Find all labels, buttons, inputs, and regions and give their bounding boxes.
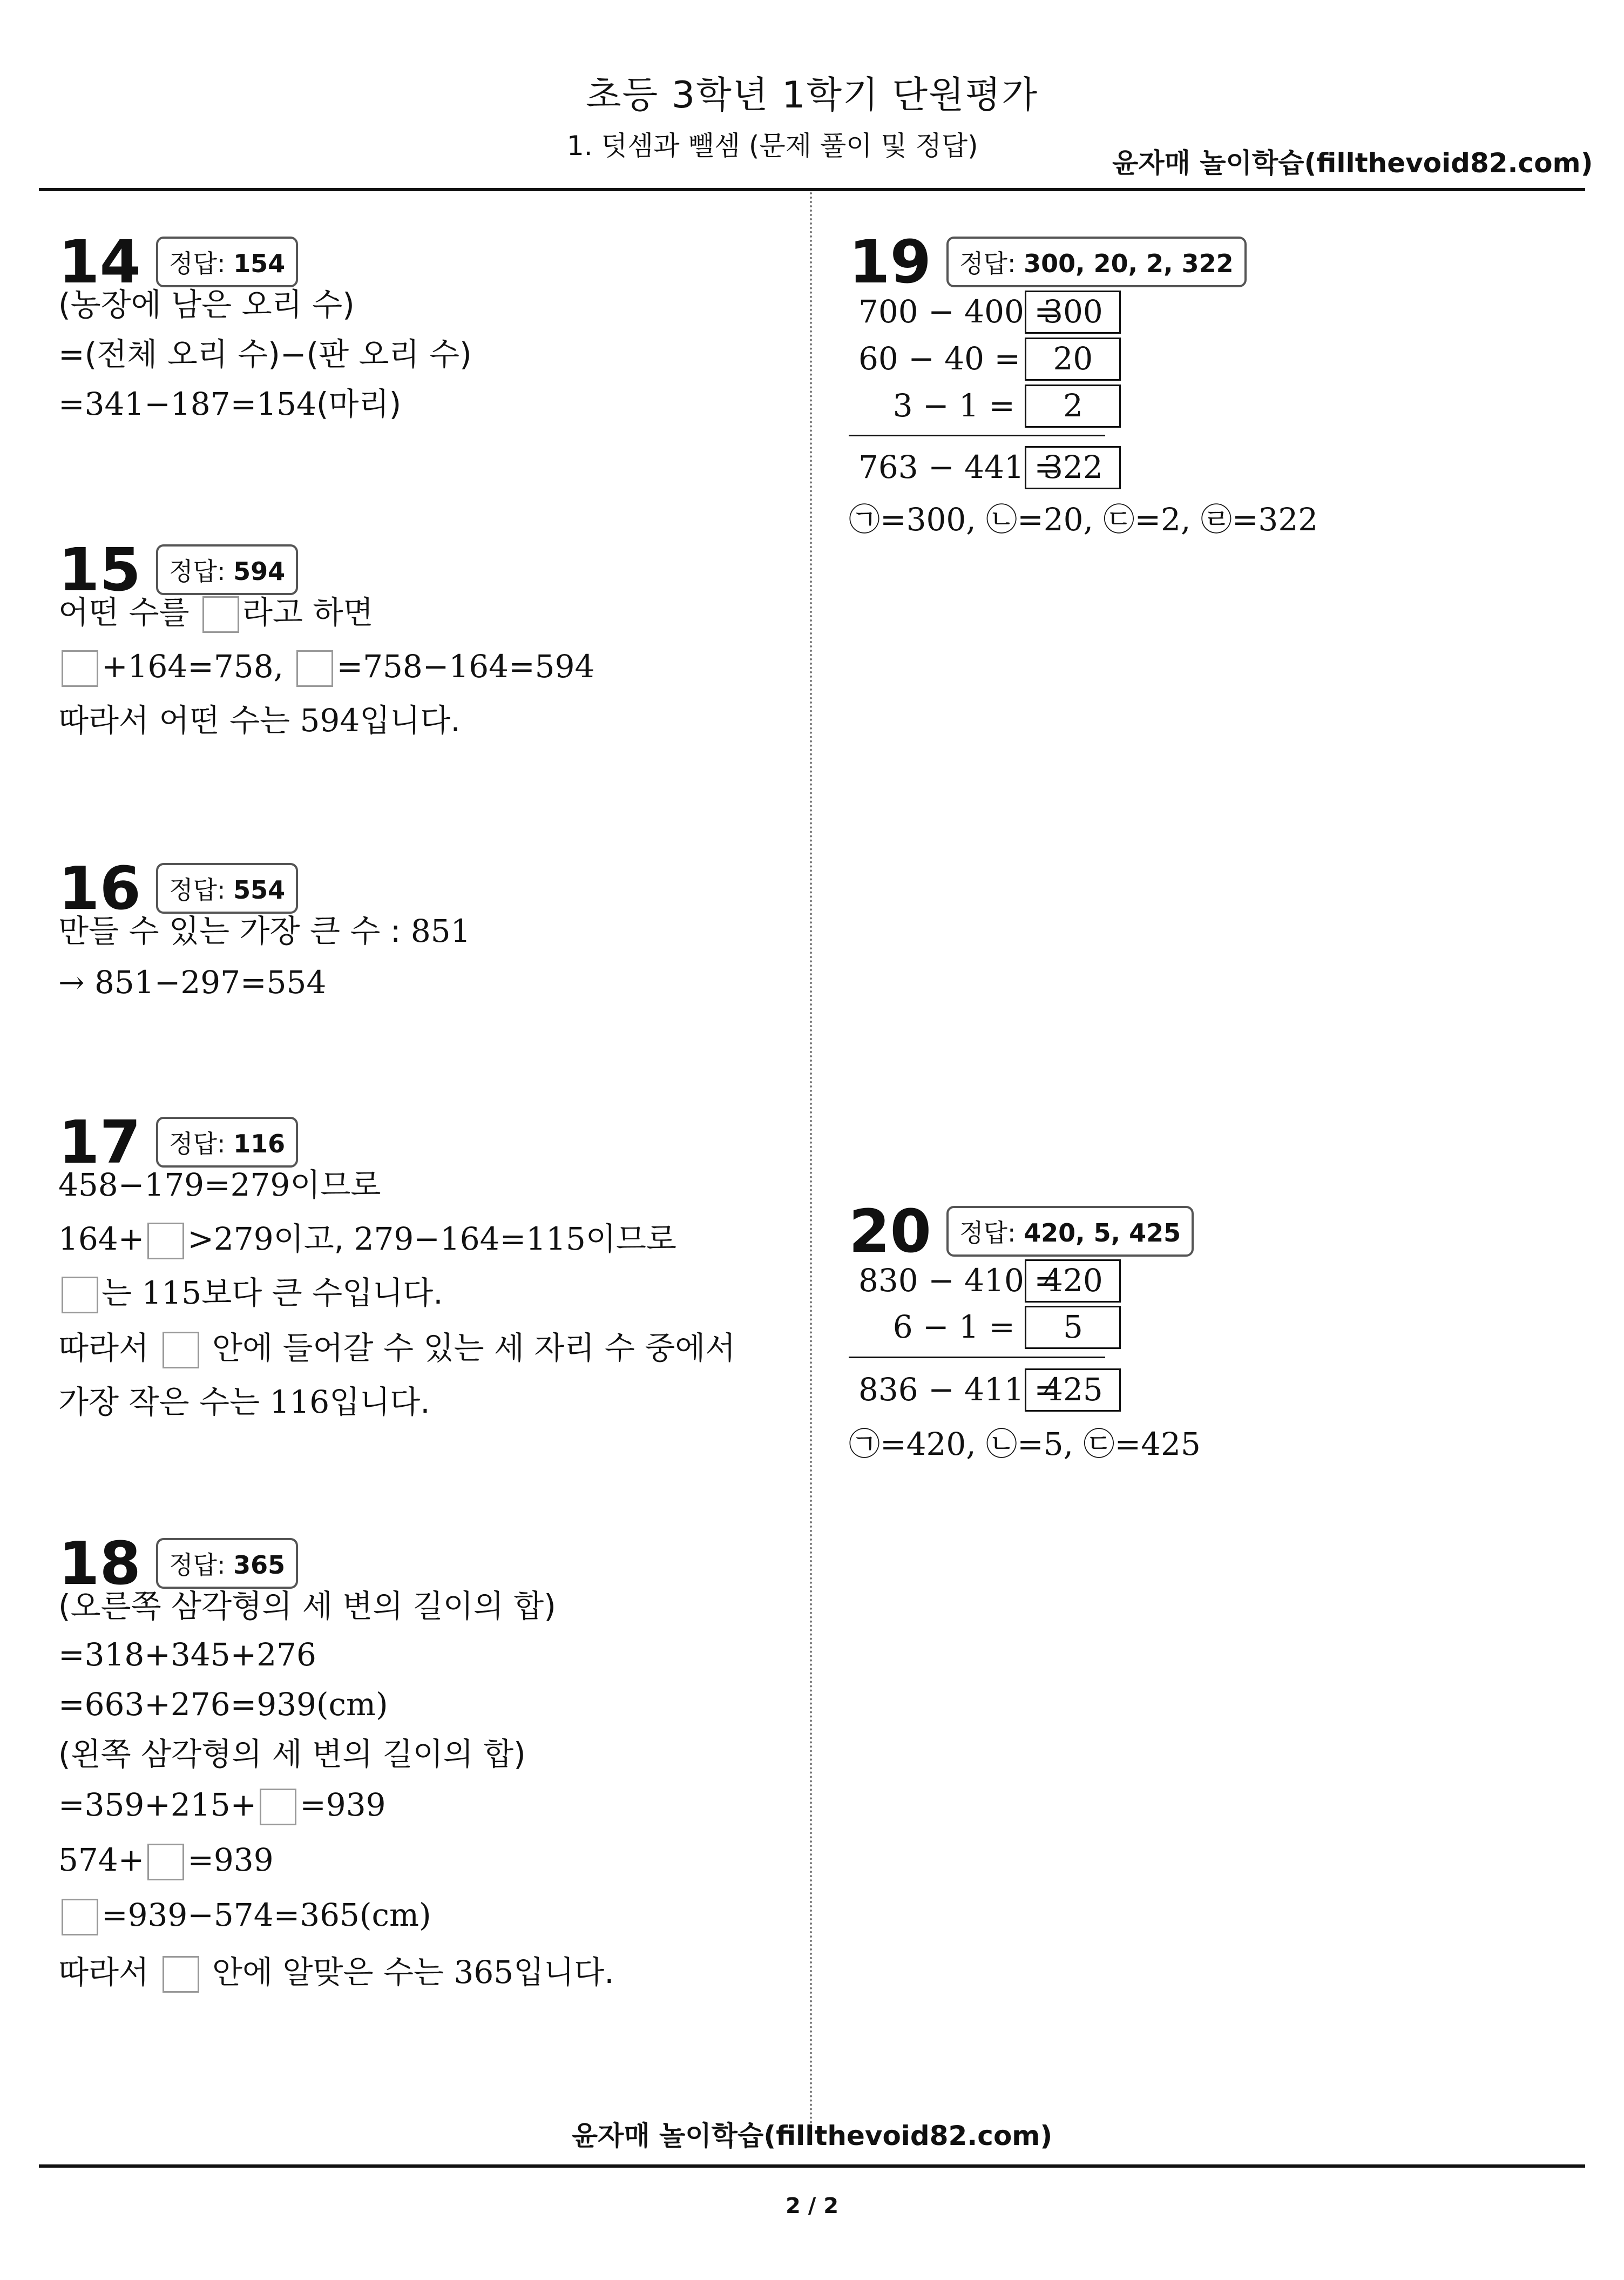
value-box: 300 [1025,291,1121,334]
solution-line: 164+ >279이고, 279−164=115이므로 [58,1220,676,1259]
answer-badge: 정답: 116 [156,1117,298,1168]
answer-badge: 정답: 420, 5, 425 [946,1206,1194,1257]
problem-number: 16 [58,854,141,923]
brand-footer: 윤자매 놀이학습(fillthevoid82.com) [571,2120,1053,2151]
value-box: 2 [1025,385,1121,428]
solution-line: =359+215+ =939 [58,1786,386,1825]
answer-badge: 정답: 300, 20, 2, 322 [946,237,1247,287]
blank-box [202,596,239,633]
column-divider [810,192,812,2147]
problem-16-header [58,854,298,923]
calc-row: 6 − 1 = 5 [858,1306,1121,1349]
solution-line: 따라서 안에 들어갈 수 있는 세 자리 수 중에서 [58,1330,735,1368]
problem-14-header [58,227,298,296]
problem-number: 18 [58,1529,141,1598]
value-box: 5 [1025,1306,1121,1349]
solution-line: (오른쪽 삼각형의 세 변의 길이의 합) [58,1588,556,1624]
problem-number: 19 [849,227,932,296]
problem-15-header [58,535,298,604]
solution-line: 가장 작은 수는 116입니다. [58,1384,430,1420]
answer-badge: 정답: 154 [156,237,298,287]
problem-20-header [849,1197,1194,1266]
blank-box [147,1844,184,1880]
calc-row: 3 − 1 = 2 [858,385,1121,428]
calc-row: 60 − 40 = 20 [858,338,1121,381]
blank-box [62,650,98,687]
problem-number: 14 [58,227,141,296]
calc-row: 763 − 441 = 322 [858,446,1121,489]
solution-line: =(전체 오리 수)−(판 오리 수) [58,336,472,373]
solution-line: (농장에 남은 오리 수) [58,286,355,323]
solution-line: 574+ =939 [58,1841,274,1880]
solution-line: =341−187=154(마리) [58,386,402,422]
page-subtitle: 1. 덧셈과 뺄셈 (문제 풀이 및 정답) [567,130,978,161]
page-number: 2 / 2 [785,2194,839,2218]
answer-badge: 정답: 365 [156,1538,298,1589]
solution-line: 만들 수 있는 가장 큰 수 : 851 [58,913,471,949]
solution-line: +164=758, =758−164=594 [58,648,594,687]
blank-box [62,1277,98,1313]
blank-box [296,650,333,687]
solution-line: → 851−297=554 [58,964,327,1001]
solution-line: (왼쪽 삼각형의 세 변의 길이의 합) [58,1736,526,1772]
sum-rule [849,1357,1105,1358]
solution-line: 어떤 수를 라고 하면 [58,594,374,633]
solution-line: =318+345+276 [58,1636,316,1673]
sum-rule [849,435,1105,436]
calc-row: 700 − 400 = 300 [858,291,1121,334]
value-box: 425 [1025,1368,1121,1412]
value-box: 20 [1025,338,1121,381]
blank-box [62,1899,98,1935]
result-line: ㉠=420, ㉡=5, ㉢=425 [849,1426,1201,1462]
solution-line: 따라서 안에 알맞은 수는 365입니다. [58,1954,614,1993]
problem-17-header [58,1108,298,1177]
problem-19-header [849,227,1247,296]
value-box: 322 [1025,446,1121,489]
brand-header: 윤자매 놀이학습(fillthevoid82.com) [1112,147,1593,179]
blank-box [163,1332,199,1368]
answer-badge: 정답: 554 [156,863,298,914]
page-title: 초등 3학년 1학기 단원평가 [585,74,1039,117]
calc-row: 836 − 411 = 425 [858,1368,1121,1412]
value-box: 420 [1025,1259,1121,1303]
footer-divider [39,2164,1585,2168]
problem-number: 15 [58,535,141,604]
header-divider [39,188,1585,191]
solution-line: 458−179=279이므로 [58,1166,381,1203]
problem-18-header [58,1529,298,1598]
solution-line: =939−574=365(cm) [58,1897,431,1935]
problem-number: 20 [849,1197,932,1266]
blank-box [260,1789,296,1825]
blank-box [147,1223,184,1259]
result-line: ㉠=300, ㉡=20, ㉢=2, ㉣=322 [849,501,1318,538]
problem-number: 17 [58,1108,141,1177]
solution-line: 따라서 어떤 수는 594입니다. [58,702,461,739]
calc-row: 830 − 410 = 420 [858,1259,1121,1303]
solution-line: =663+276=939(cm) [58,1686,388,1723]
solution-line: 는 115보다 큰 수입니다. [58,1274,443,1313]
blank-box [163,1956,199,1993]
answer-badge: 정답: 594 [156,544,298,595]
